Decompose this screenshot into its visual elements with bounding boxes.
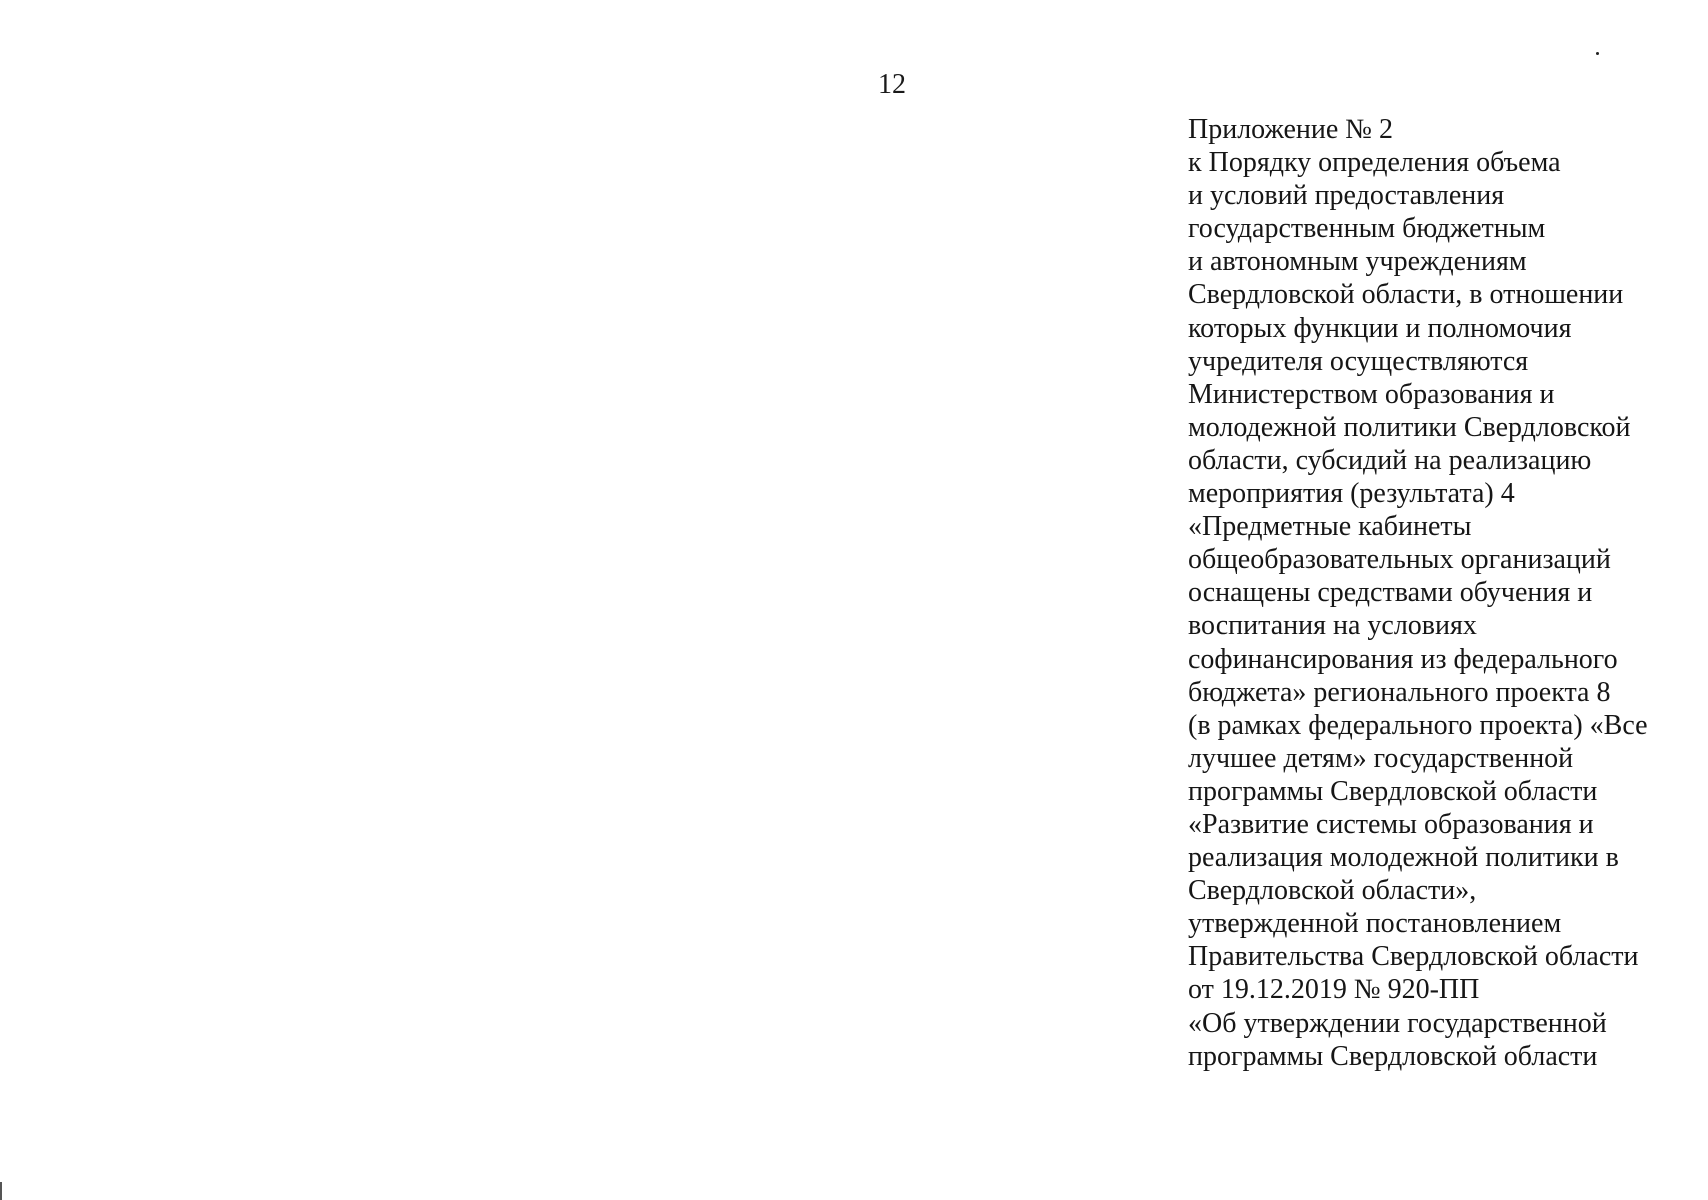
appendix-line: учредителя осуществляются — [1188, 345, 1529, 377]
appendix-line: лучшее детям» государственной — [1188, 742, 1574, 774]
appendix-line: бюджета» регионального проекта 8 — [1188, 676, 1611, 708]
appendix-line: «Развитие системы образования и — [1188, 808, 1594, 840]
scan-artifact-dot — [1596, 52, 1599, 55]
scan-margin-mark — [0, 1182, 2, 1200]
appendix-line: и условий предоставления — [1188, 180, 1505, 212]
appendix-line: государственным бюджетным — [1188, 213, 1546, 245]
appendix-line: оснащены средствами обучения и — [1188, 577, 1593, 609]
appendix-line: Министерством образования и — [1188, 378, 1555, 410]
appendix-line: от 19.12.2019 № 920-ПП — [1188, 974, 1480, 1006]
appendix-line: Приложение № 2 — [1188, 114, 1393, 145]
appendix-line: которых функции и полномочия — [1188, 312, 1572, 344]
page-number: 12 — [878, 69, 906, 100]
appendix-line: воспитания на условиях — [1188, 610, 1477, 642]
appendix-line: «Об утверждении государственной — [1188, 1007, 1607, 1039]
appendix-line: софинансирования из федерального — [1188, 643, 1618, 675]
appendix-line: реализация молодежной политики в — [1188, 842, 1619, 874]
appendix-line: Правительства Свердловской области — [1188, 941, 1639, 973]
appendix-line: программы Свердловской области — [1188, 775, 1598, 807]
appendix-line: молодежной политики Свердловской — [1188, 411, 1631, 443]
appendix-line: общеобразовательных организаций — [1188, 544, 1611, 576]
appendix-line: (в рамках федерального проекта) «Все — [1188, 709, 1648, 741]
appendix-heading-block — [1188, 113, 1688, 1073]
appendix-line: Свердловской области», — [1188, 875, 1477, 907]
appendix-line: к Порядку определения объема — [1188, 147, 1561, 179]
appendix-line: и автономным учреждениям — [1188, 246, 1527, 278]
appendix-line: программы Свердловской области — [1188, 1040, 1598, 1072]
appendix-line: мероприятия (результата) 4 — [1188, 478, 1515, 510]
appendix-line: области, субсидий на реализацию — [1188, 444, 1592, 476]
appendix-line: «Предметные кабинеты — [1188, 511, 1472, 543]
appendix-line: Свердловской области, в отношении — [1188, 279, 1624, 311]
appendix-line: утвержденной постановлением — [1188, 908, 1562, 940]
